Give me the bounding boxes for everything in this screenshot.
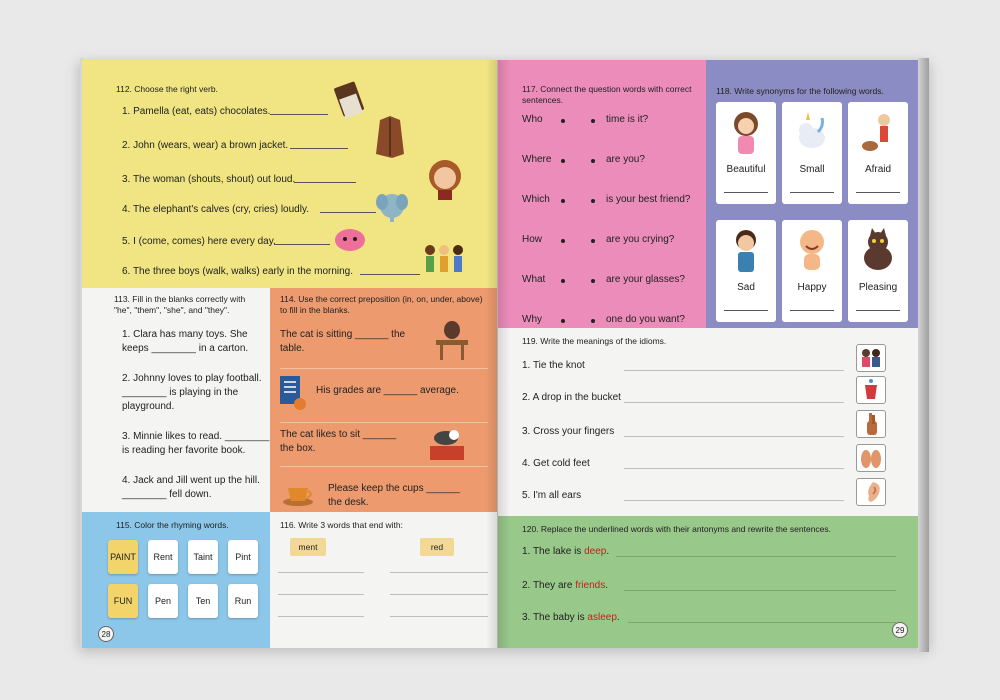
answer-line[interactable]	[274, 244, 330, 245]
synonym-word: Beautiful	[726, 164, 766, 175]
exercise-112-item-4: 4. The elephant's calves (cry, cries) loudly.	[122, 204, 309, 215]
line: ________ fell down.	[122, 489, 212, 500]
exercise-113-item-3	[122, 430, 269, 458]
girl-icon	[728, 108, 764, 158]
happy-baby-icon	[794, 226, 830, 276]
suffix-tag: red	[420, 538, 454, 556]
unicorn-icon	[794, 108, 830, 158]
line: the box.	[280, 443, 316, 454]
question-word: Where	[522, 154, 552, 165]
answer-line[interactable]	[320, 212, 376, 213]
exercise-114	[270, 288, 498, 512]
write-line[interactable]	[278, 594, 364, 595]
sentence-text: .	[605, 580, 608, 591]
exercise-112-item-5: 5. I (come, comes) here every day.	[122, 236, 276, 247]
underlined-word: friends	[575, 580, 606, 591]
meaning-line[interactable]	[624, 402, 844, 403]
question-word: What	[522, 274, 546, 285]
rhyme-card[interactable]: PAINT	[108, 540, 138, 574]
synonym-word: Small	[799, 164, 825, 175]
idiom: 4. Get cold feet	[522, 458, 590, 469]
exercise-119	[498, 328, 918, 516]
write-line[interactable]	[390, 594, 488, 595]
sentence-end: time is it?	[606, 114, 649, 125]
connect-dot[interactable]	[561, 239, 565, 243]
rhyme-card[interactable]: Pint	[228, 540, 258, 574]
exercise-114-item-1	[280, 328, 405, 356]
exercise-114-item-4	[328, 482, 460, 510]
sentence-end: is your best friend?	[606, 194, 691, 205]
answer-line[interactable]	[856, 310, 900, 311]
jacket-icon	[372, 114, 408, 162]
sentence	[522, 580, 608, 591]
exercise-112-item-1: 1. Pamella (eat, eats) chocolates.	[122, 106, 271, 117]
exercise-120	[498, 516, 918, 648]
synonym-card	[716, 102, 776, 204]
exercise-114-title: 114. Use the correct preposition (in, on, under, above) to fill in the blanks.	[280, 294, 483, 315]
underlined-word: deep	[584, 546, 607, 557]
connect-dot[interactable]	[591, 279, 595, 283]
chocolate-icon	[330, 78, 370, 122]
line: His grades are ______ average.	[316, 385, 459, 396]
synonym-card	[782, 102, 842, 204]
exercise-112-item-2: 2. John (wears, wear) a brown jacket.	[122, 140, 289, 151]
connect-dot[interactable]	[591, 119, 595, 123]
cat-on-box-icon	[426, 426, 466, 464]
exercise-118	[706, 60, 918, 328]
rewrite-line[interactable]	[628, 622, 896, 623]
feet-icon	[856, 444, 886, 472]
connect-dot[interactable]	[561, 199, 565, 203]
synonym-card	[848, 102, 908, 204]
brain-icon	[332, 226, 368, 256]
underlined-word: asleep	[587, 612, 617, 623]
connect-dot[interactable]	[561, 119, 565, 123]
question-word: Who	[522, 114, 543, 125]
exercise-114-item-2	[316, 384, 459, 398]
synonym-word: Afraid	[864, 164, 892, 175]
rhyme-card[interactable]: Pen	[148, 584, 178, 618]
sentence-end: are you?	[606, 154, 645, 165]
exercise-119-title: 119. Write the meanings of the idioms.	[522, 336, 667, 346]
line: The cat likes to sit ______	[280, 429, 397, 440]
idiom: 1. Tie the knot	[522, 360, 585, 371]
question-word: How	[522, 234, 543, 245]
girl-dog-icon	[860, 108, 896, 158]
sentence-text: 2. They are	[522, 580, 576, 591]
exercise-113	[82, 288, 270, 512]
meaning-line[interactable]	[624, 436, 844, 437]
line: keeps ________ in a carton.	[122, 343, 249, 354]
exercise-113-item-2	[122, 372, 262, 414]
line: ________ is playing in the	[122, 387, 239, 398]
synonym-word: Sad	[737, 282, 755, 293]
exercise-112-title: 112. Choose the right verb.	[116, 84, 218, 94]
divider	[280, 368, 488, 369]
sentence-end: are your glasses?	[606, 274, 685, 285]
teacup-icon	[282, 482, 316, 508]
meaning-line[interactable]	[624, 500, 844, 501]
divider	[280, 466, 488, 467]
exercise-113-item-1	[122, 328, 248, 356]
idiom: 5. I'm all ears	[522, 490, 582, 501]
sentence-text: 1. The lake is	[522, 546, 585, 557]
sentence	[522, 546, 609, 557]
woman-icon	[426, 156, 464, 202]
line: 2. Johnny loves to play football.	[122, 373, 262, 384]
line: playground.	[122, 401, 175, 412]
line: 4. Jack and Jill went up the hill.	[122, 475, 260, 486]
bucket-icon	[856, 376, 886, 404]
write-line[interactable]	[278, 572, 364, 573]
write-line[interactable]	[390, 616, 488, 617]
rhyme-card[interactable]: Run	[228, 584, 258, 618]
page-number-right: 29	[892, 622, 908, 638]
divider	[280, 422, 488, 423]
connect-dot[interactable]	[591, 159, 595, 163]
connect-dot[interactable]	[591, 239, 595, 243]
exercise-116-title: 116. Write 3 words that end with:	[280, 520, 403, 530]
elephant-icon	[374, 188, 410, 224]
question-word: Which	[522, 194, 550, 205]
sentence-text: .	[616, 612, 620, 623]
line: the desk.	[328, 497, 369, 508]
rewrite-line[interactable]	[624, 590, 896, 591]
answer-line[interactable]	[856, 192, 900, 193]
ear-icon	[856, 478, 886, 506]
meaning-line[interactable]	[624, 468, 844, 469]
answer-line[interactable]	[270, 114, 328, 115]
exercise-117-title: 117. Connect the question words with correct sentences.	[522, 84, 692, 105]
right-page	[498, 60, 918, 648]
cat-on-table-icon	[430, 316, 470, 362]
line: The cat is sitting ______ the	[280, 329, 406, 340]
exercise-120-title: 120. Replace the underlined words with their antonyms and rewrite the sentences.	[522, 524, 832, 534]
connect-dot[interactable]	[561, 319, 565, 323]
report-card-icon	[278, 374, 308, 414]
line: is reading her favorite book.	[122, 445, 246, 456]
synonym-card	[782, 220, 842, 322]
line: 3. Minnie likes to read. ________	[122, 431, 270, 442]
connect-dot[interactable]	[561, 159, 565, 163]
rewrite-line[interactable]	[616, 556, 896, 557]
three-boys-icon	[422, 242, 466, 282]
connect-dot[interactable]	[561, 279, 565, 283]
sentence-text: .	[606, 546, 610, 557]
rhyme-card[interactable]: Rent	[148, 540, 178, 574]
write-line[interactable]	[390, 572, 488, 573]
suffix-tag: ment	[290, 538, 326, 556]
synonym-word: Pleasing	[858, 282, 898, 293]
question-word: Why	[522, 314, 542, 325]
write-line[interactable]	[278, 616, 364, 617]
exercise-115	[82, 512, 270, 648]
exercise-112-item-3: 3. The woman (shouts, shout) out loud.	[122, 174, 296, 185]
left-page	[82, 60, 498, 648]
synonym-word: Happy	[797, 282, 827, 293]
exercise-118-title: 118. Write synonyms for the following words.	[716, 86, 884, 96]
synonym-card	[716, 220, 776, 322]
line: Please keep the cups ______	[328, 483, 460, 494]
exercise-116	[270, 512, 498, 648]
sentence-end: one do you want?	[606, 314, 685, 325]
couple-icon	[856, 344, 886, 372]
line: table.	[280, 343, 305, 354]
page-edge-right	[917, 58, 929, 652]
sentence-end: are you crying?	[606, 234, 675, 245]
answer-line[interactable]	[724, 192, 768, 193]
sentence-text: 3. The baby is	[522, 612, 588, 623]
connect-dot[interactable]	[591, 319, 595, 323]
exercise-114-item-3	[280, 428, 396, 456]
idiom: 3. Cross your fingers	[522, 426, 615, 437]
connect-dot[interactable]	[591, 199, 595, 203]
sentence	[522, 612, 620, 623]
page-number-left: 28	[98, 626, 114, 642]
crossed-fingers-icon	[856, 410, 886, 438]
exercise-113-item-4	[122, 474, 260, 502]
answer-line[interactable]	[360, 274, 420, 275]
exercise-115-title: 115. Color the rhyming words.	[116, 520, 229, 530]
idiom: 2. A drop in the bucket	[522, 392, 621, 403]
answer-line[interactable]	[294, 182, 356, 183]
answer-line[interactable]	[790, 192, 834, 193]
rhyme-card[interactable]: Taint	[188, 540, 218, 574]
synonym-card	[848, 220, 908, 322]
exercise-112	[82, 60, 498, 288]
exercise-112-item-6: 6. The three boys (walk, walks) early in the morning.	[122, 266, 354, 277]
cat-icon	[860, 226, 896, 276]
answer-line[interactable]	[290, 148, 348, 149]
rhyme-card[interactable]: Ten	[188, 584, 218, 618]
exercise-113-title: 113. Fill in the blanks correctly with "he", "them", "she", and "they".	[114, 294, 246, 315]
line: 1. Clara has many toys. She	[122, 329, 248, 340]
exercise-117	[498, 60, 706, 328]
answer-line[interactable]	[790, 310, 834, 311]
sad-boy-icon	[728, 226, 764, 276]
answer-line[interactable]	[724, 310, 768, 311]
meaning-line[interactable]	[624, 370, 844, 371]
rhyme-card[interactable]: FUN	[108, 584, 138, 618]
